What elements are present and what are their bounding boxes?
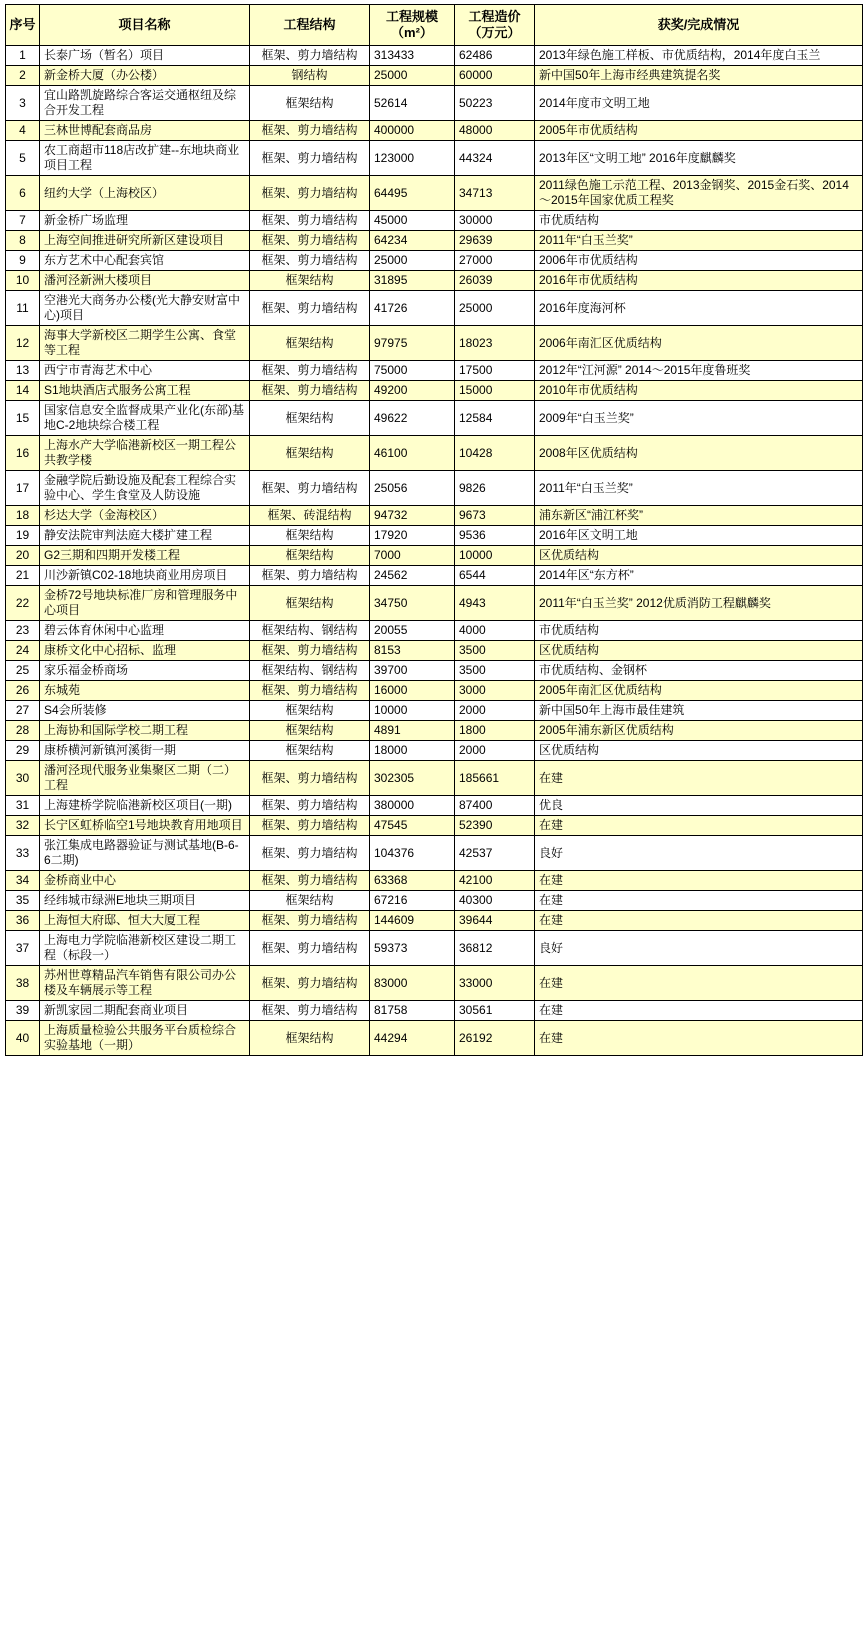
column-header-name: 项目名称 — [40, 5, 250, 46]
cell-project-name: 上海电力学院临港新校区建设二期工程（标段一） — [40, 931, 250, 966]
cell-project-name: 碧云体育休闲中心监理 — [40, 621, 250, 641]
table-row — [6, 46, 863, 66]
cell-structure: 框架结构、钢结构 — [250, 621, 370, 641]
column-header-structure: 工程结构 — [250, 5, 370, 46]
cell-index: 26 — [6, 681, 40, 701]
cell-award: 区优质结构 — [535, 641, 863, 661]
cell-cost: 12584 — [455, 401, 535, 436]
cell-award: 2005年南汇区优质结构 — [535, 681, 863, 701]
table-row — [6, 211, 863, 231]
cell-scale: 64495 — [370, 176, 455, 211]
cell-cost: 30561 — [455, 1001, 535, 1021]
table-row — [6, 251, 863, 271]
cell-award: 2011绿色施工示范工程、2013金钢奖、2015金石奖、2014～2015年国家优质工程奖 — [535, 176, 863, 211]
cell-award: 2008年区优质结构 — [535, 436, 863, 471]
table-row — [6, 891, 863, 911]
cell-project-name: 上海协和国际学校二期工程 — [40, 721, 250, 741]
cell-cost: 2000 — [455, 701, 535, 721]
table-row — [6, 661, 863, 681]
cell-scale: 104376 — [370, 836, 455, 871]
cell-project-name: 金桥72号地块标准厂房和管理服务中心项目 — [40, 586, 250, 621]
cell-structure: 框架、剪力墙结构 — [250, 291, 370, 326]
cell-scale: 31895 — [370, 271, 455, 291]
column-header-index: 序号 — [6, 5, 40, 46]
cell-award: 在建 — [535, 891, 863, 911]
table-row — [6, 566, 863, 586]
cell-project-name: 潘河泾现代服务业集聚区二期（二）工程 — [40, 761, 250, 796]
cell-award: 市优质结构 — [535, 621, 863, 641]
table-row — [6, 401, 863, 436]
cell-award: 浦东新区“浦江杯奖” — [535, 506, 863, 526]
cell-cost: 27000 — [455, 251, 535, 271]
cell-project-name: 杉达大学（金海校区） — [40, 506, 250, 526]
cell-cost: 3000 — [455, 681, 535, 701]
cell-structure: 框架、剪力墙结构 — [250, 911, 370, 931]
cell-project-name: 康桥横河新镇河溪街一期 — [40, 741, 250, 761]
cell-index: 16 — [6, 436, 40, 471]
cell-structure: 框架、剪力墙结构 — [250, 141, 370, 176]
cell-project-name: 金融学院后勤设施及配套工程综合实验中心、学生食堂及人防设施 — [40, 471, 250, 506]
cell-index: 28 — [6, 721, 40, 741]
cell-project-name: 新凯家园二期配套商业项目 — [40, 1001, 250, 1021]
cell-index: 20 — [6, 546, 40, 566]
cell-index: 11 — [6, 291, 40, 326]
cell-project-name: 家乐福金桥商场 — [40, 661, 250, 681]
cell-project-name: 经纬城市绿洲E地块三期项目 — [40, 891, 250, 911]
cell-structure: 钢结构 — [250, 66, 370, 86]
table-row — [6, 326, 863, 361]
cell-award: 良好 — [535, 931, 863, 966]
cell-award: 在建 — [535, 911, 863, 931]
cell-index: 24 — [6, 641, 40, 661]
cell-cost: 9536 — [455, 526, 535, 546]
cell-structure: 框架、剪力墙结构 — [250, 871, 370, 891]
cell-cost: 50223 — [455, 86, 535, 121]
cell-award: 在建 — [535, 761, 863, 796]
table-row — [6, 586, 863, 621]
cell-project-name: S4会所装修 — [40, 701, 250, 721]
cell-cost: 185661 — [455, 761, 535, 796]
table-row — [6, 1021, 863, 1056]
cell-award: 2006年南汇区优质结构 — [535, 326, 863, 361]
cell-scale: 94732 — [370, 506, 455, 526]
table-body — [6, 46, 863, 1056]
cell-award: 2016年区文明工地 — [535, 526, 863, 546]
cell-structure: 框架结构、钢结构 — [250, 661, 370, 681]
cell-cost: 39644 — [455, 911, 535, 931]
cell-cost: 36812 — [455, 931, 535, 966]
table-row — [6, 641, 863, 661]
cell-index: 34 — [6, 871, 40, 891]
cell-cost: 17500 — [455, 361, 535, 381]
cell-structure: 框架、剪力墙结构 — [250, 836, 370, 871]
cell-structure: 框架、剪力墙结构 — [250, 361, 370, 381]
cell-award: 2014年度市文明工地 — [535, 86, 863, 121]
cell-project-name: S1地块酒店式服务公寓工程 — [40, 381, 250, 401]
cell-index: 8 — [6, 231, 40, 251]
cell-scale: 17920 — [370, 526, 455, 546]
cell-project-name: 上海建桥学院临港新校区项目(一期) — [40, 796, 250, 816]
cell-cost: 62486 — [455, 46, 535, 66]
table-row — [6, 741, 863, 761]
cell-project-name: 农工商超市118店改扩建--东地块商业项目工程 — [40, 141, 250, 176]
cell-award: 优良 — [535, 796, 863, 816]
cell-structure: 框架、剪力墙结构 — [250, 381, 370, 401]
cell-index: 13 — [6, 361, 40, 381]
cell-structure: 框架、剪力墙结构 — [250, 641, 370, 661]
cell-scale: 18000 — [370, 741, 455, 761]
cell-cost: 6544 — [455, 566, 535, 586]
table-row — [6, 911, 863, 931]
cell-project-name: 宜山路凯旋路综合客运交通枢纽及综合开发工程 — [40, 86, 250, 121]
cell-cost: 2000 — [455, 741, 535, 761]
cell-cost: 10428 — [455, 436, 535, 471]
cell-project-name: 静安法院审判法庭大楼扩建工程 — [40, 526, 250, 546]
cell-index: 31 — [6, 796, 40, 816]
cell-structure: 框架结构 — [250, 86, 370, 121]
cell-index: 37 — [6, 931, 40, 966]
cell-index: 5 — [6, 141, 40, 176]
column-header-cost-line2: （万元） — [468, 25, 521, 40]
cell-award: 新中国50年上海市经典建筑提名奖 — [535, 66, 863, 86]
cell-award: 在建 — [535, 816, 863, 836]
cell-index: 10 — [6, 271, 40, 291]
cell-project-name: 东方艺术中心配套宾馆 — [40, 251, 250, 271]
cell-project-name: 国家信息安全监督成果产业化(东部)基地C-2地块综合楼工程 — [40, 401, 250, 436]
cell-scale: 52614 — [370, 86, 455, 121]
cell-scale: 24562 — [370, 566, 455, 586]
cell-index: 19 — [6, 526, 40, 546]
table-row — [6, 381, 863, 401]
cell-structure: 框架结构 — [250, 401, 370, 436]
cell-cost: 26039 — [455, 271, 535, 291]
cell-award: 2011年“白玉兰奖” — [535, 471, 863, 506]
table-row — [6, 546, 863, 566]
table-row — [6, 271, 863, 291]
cell-award: 市优质结构、金钢杯 — [535, 661, 863, 681]
cell-index: 18 — [6, 506, 40, 526]
table-row — [6, 816, 863, 836]
cell-cost: 15000 — [455, 381, 535, 401]
cell-project-name: 上海质量检验公共服务平台质检综合实验基地（一期） — [40, 1021, 250, 1056]
table-row — [6, 121, 863, 141]
column-header-cost-line1: 工程造价 — [468, 9, 521, 24]
table-row — [6, 176, 863, 211]
cell-structure: 框架、剪力墙结构 — [250, 46, 370, 66]
cell-cost: 9673 — [455, 506, 535, 526]
table-row — [6, 1001, 863, 1021]
cell-structure: 框架结构 — [250, 701, 370, 721]
cell-project-name: 西宁市青海艺术中心 — [40, 361, 250, 381]
cell-scale: 97975 — [370, 326, 455, 361]
cell-index: 25 — [6, 661, 40, 681]
cell-project-name: G2三期和四期开发楼工程 — [40, 546, 250, 566]
cell-award: 2013年绿色施工样板、市优质结构，2014年度白玉兰 — [535, 46, 863, 66]
cell-scale: 67216 — [370, 891, 455, 911]
cell-structure: 框架、剪力墙结构 — [250, 681, 370, 701]
cell-project-name: 上海恒大府邸、恒大大厦工程 — [40, 911, 250, 931]
cell-index: 6 — [6, 176, 40, 211]
cell-index: 30 — [6, 761, 40, 796]
table-row — [6, 66, 863, 86]
cell-index: 29 — [6, 741, 40, 761]
cell-structure: 框架、剪力墙结构 — [250, 761, 370, 796]
cell-project-name: 新金桥广场监理 — [40, 211, 250, 231]
table-row — [6, 436, 863, 471]
cell-cost: 4943 — [455, 586, 535, 621]
table-row — [6, 796, 863, 816]
cell-cost: 60000 — [455, 66, 535, 86]
cell-structure: 框架结构 — [250, 741, 370, 761]
cell-cost: 9826 — [455, 471, 535, 506]
cell-structure: 框架结构 — [250, 546, 370, 566]
cell-scale: 81758 — [370, 1001, 455, 1021]
cell-structure: 框架、剪力墙结构 — [250, 121, 370, 141]
cell-award: 在建 — [535, 966, 863, 1001]
table-row — [6, 471, 863, 506]
cell-award: 2011年“白玉兰奖” 2012优质消防工程麒麟奖 — [535, 586, 863, 621]
table-row — [6, 761, 863, 796]
cell-index: 7 — [6, 211, 40, 231]
cell-index: 3 — [6, 86, 40, 121]
cell-award: 2005年浦东新区优质结构 — [535, 721, 863, 741]
table-row — [6, 871, 863, 891]
table-header-row — [6, 5, 863, 46]
cell-scale: 7000 — [370, 546, 455, 566]
cell-award: 2010年市优质结构 — [535, 381, 863, 401]
cell-scale: 49622 — [370, 401, 455, 436]
cell-cost: 25000 — [455, 291, 535, 326]
cell-structure: 框架、剪力墙结构 — [250, 796, 370, 816]
cell-scale: 25000 — [370, 251, 455, 271]
cell-cost: 30000 — [455, 211, 535, 231]
cell-cost: 42537 — [455, 836, 535, 871]
cell-award: 2013年区“文明工地” 2016年度麒麟奖 — [535, 141, 863, 176]
cell-index: 14 — [6, 381, 40, 401]
project-table — [5, 4, 863, 1056]
cell-scale: 25000 — [370, 66, 455, 86]
cell-scale: 63368 — [370, 871, 455, 891]
cell-scale: 49200 — [370, 381, 455, 401]
cell-index: 23 — [6, 621, 40, 641]
cell-index: 38 — [6, 966, 40, 1001]
cell-index: 4 — [6, 121, 40, 141]
cell-project-name: 东城苑 — [40, 681, 250, 701]
cell-project-name: 纽约大学（上海校区） — [40, 176, 250, 211]
cell-award: 2012年“江河源” 2014～2015年度鲁班奖 — [535, 361, 863, 381]
cell-cost: 42100 — [455, 871, 535, 891]
cell-scale: 20055 — [370, 621, 455, 641]
cell-index: 2 — [6, 66, 40, 86]
cell-award: 2016年市优质结构 — [535, 271, 863, 291]
cell-cost: 87400 — [455, 796, 535, 816]
cell-structure: 框架、剪力墙结构 — [250, 176, 370, 211]
cell-cost: 48000 — [455, 121, 535, 141]
cell-award: 市优质结构 — [535, 211, 863, 231]
cell-cost: 29639 — [455, 231, 535, 251]
cell-project-name: 三林世博配套商品房 — [40, 121, 250, 141]
cell-index: 35 — [6, 891, 40, 911]
cell-award: 2016年度海河杯 — [535, 291, 863, 326]
table-row — [6, 231, 863, 251]
cell-structure: 框架、砖混结构 — [250, 506, 370, 526]
cell-award: 在建 — [535, 1001, 863, 1021]
cell-award: 良好 — [535, 836, 863, 871]
cell-structure: 框架结构 — [250, 721, 370, 741]
cell-cost: 18023 — [455, 326, 535, 361]
cell-cost: 3500 — [455, 641, 535, 661]
cell-project-name: 康桥文化中心招标、监理 — [40, 641, 250, 661]
cell-cost: 44324 — [455, 141, 535, 176]
cell-scale: 302305 — [370, 761, 455, 796]
cell-index: 21 — [6, 566, 40, 586]
cell-scale: 41726 — [370, 291, 455, 326]
cell-index: 15 — [6, 401, 40, 436]
cell-scale: 83000 — [370, 966, 455, 1001]
cell-index: 1 — [6, 46, 40, 66]
cell-scale: 4891 — [370, 721, 455, 741]
cell-structure: 框架结构 — [250, 326, 370, 361]
cell-project-name: 新金桥大厦（办公楼） — [40, 66, 250, 86]
cell-scale: 45000 — [370, 211, 455, 231]
table-row — [6, 836, 863, 871]
cell-index: 12 — [6, 326, 40, 361]
cell-index: 32 — [6, 816, 40, 836]
table-header — [6, 5, 863, 46]
table-row — [6, 721, 863, 741]
cell-project-name: 长泰广场（暂名）项目 — [40, 46, 250, 66]
cell-index: 17 — [6, 471, 40, 506]
cell-project-name: 苏州世尊精品汽车销售有限公司办公楼及车辆展示等工程 — [40, 966, 250, 1001]
table-row — [6, 141, 863, 176]
cell-cost: 4000 — [455, 621, 535, 641]
cell-structure: 框架、剪力墙结构 — [250, 251, 370, 271]
cell-structure: 框架结构 — [250, 271, 370, 291]
cell-structure: 框架结构 — [250, 891, 370, 911]
cell-structure: 框架、剪力墙结构 — [250, 816, 370, 836]
cell-cost: 26192 — [455, 1021, 535, 1056]
cell-structure: 框架结构 — [250, 526, 370, 546]
cell-scale: 59373 — [370, 931, 455, 966]
cell-index: 36 — [6, 911, 40, 931]
cell-structure: 框架、剪力墙结构 — [250, 966, 370, 1001]
cell-structure: 框架、剪力墙结构 — [250, 471, 370, 506]
cell-award: 区优质结构 — [535, 741, 863, 761]
cell-structure: 框架结构 — [250, 1021, 370, 1056]
cell-award: 2009年“白玉兰奖” — [535, 401, 863, 436]
cell-award: 在建 — [535, 871, 863, 891]
table-row — [6, 931, 863, 966]
cell-structure: 框架、剪力墙结构 — [250, 931, 370, 966]
cell-project-name: 川沙新镇C02-18地块商业用房项目 — [40, 566, 250, 586]
cell-project-name: 空港光大商务办公楼(光大静安财富中心)项目 — [40, 291, 250, 326]
cell-scale: 313433 — [370, 46, 455, 66]
cell-award: 在建 — [535, 1021, 863, 1056]
cell-scale: 46100 — [370, 436, 455, 471]
cell-cost: 3500 — [455, 661, 535, 681]
column-header-scale-line1: 工程规模 — [385, 9, 438, 24]
cell-index: 33 — [6, 836, 40, 871]
cell-scale: 75000 — [370, 361, 455, 381]
table-row — [6, 86, 863, 121]
table-row — [6, 361, 863, 381]
column-header-cost — [455, 5, 535, 46]
table-row — [6, 506, 863, 526]
cell-award: 区优质结构 — [535, 546, 863, 566]
cell-project-name: 潘河泾新洲大楼项目 — [40, 271, 250, 291]
cell-project-name: 张江集成电路器验证与测试基地(B-6-6二期) — [40, 836, 250, 871]
cell-index: 27 — [6, 701, 40, 721]
cell-project-name: 长宁区虹桥临空1号地块教育用地项目 — [40, 816, 250, 836]
cell-scale: 64234 — [370, 231, 455, 251]
cell-scale: 25056 — [370, 471, 455, 506]
cell-cost: 34713 — [455, 176, 535, 211]
cell-award: 2014年区“东方杯” — [535, 566, 863, 586]
cell-cost: 40300 — [455, 891, 535, 911]
cell-index: 39 — [6, 1001, 40, 1021]
table-row — [6, 526, 863, 546]
cell-cost: 1800 — [455, 721, 535, 741]
cell-scale: 380000 — [370, 796, 455, 816]
cell-scale: 8153 — [370, 641, 455, 661]
cell-award: 2011年“白玉兰奖” — [535, 231, 863, 251]
column-header-scale-line2: （m²） — [391, 25, 433, 40]
cell-scale: 44294 — [370, 1021, 455, 1056]
cell-index: 40 — [6, 1021, 40, 1056]
cell-index: 22 — [6, 586, 40, 621]
cell-structure: 框架、剪力墙结构 — [250, 231, 370, 251]
cell-scale: 10000 — [370, 701, 455, 721]
column-header-award: 获奖/完成情况 — [535, 5, 863, 46]
cell-project-name: 上海空间推进研究所新区建设项目 — [40, 231, 250, 251]
cell-project-name: 金桥商业中心 — [40, 871, 250, 891]
cell-project-name: 上海水产大学临港新校区一期工程公共教学楼 — [40, 436, 250, 471]
cell-scale: 47545 — [370, 816, 455, 836]
cell-scale: 39700 — [370, 661, 455, 681]
column-header-scale — [370, 5, 455, 46]
cell-project-name: 海事大学新校区二期学生公寓、食堂等工程 — [40, 326, 250, 361]
cell-scale: 123000 — [370, 141, 455, 176]
cell-award: 2006年市优质结构 — [535, 251, 863, 271]
cell-index: 9 — [6, 251, 40, 271]
table-row — [6, 621, 863, 641]
cell-scale: 34750 — [370, 586, 455, 621]
cell-cost: 10000 — [455, 546, 535, 566]
cell-award: 新中国50年上海市最佳建筑 — [535, 701, 863, 721]
cell-scale: 144609 — [370, 911, 455, 931]
cell-structure: 框架、剪力墙结构 — [250, 211, 370, 231]
cell-cost: 33000 — [455, 966, 535, 1001]
cell-scale: 16000 — [370, 681, 455, 701]
table-row — [6, 701, 863, 721]
table-row — [6, 966, 863, 1001]
cell-cost: 52390 — [455, 816, 535, 836]
cell-scale: 400000 — [370, 121, 455, 141]
cell-structure: 框架、剪力墙结构 — [250, 1001, 370, 1021]
table-row — [6, 291, 863, 326]
cell-award: 2005年市优质结构 — [535, 121, 863, 141]
cell-structure: 框架结构 — [250, 436, 370, 471]
cell-structure: 框架、剪力墙结构 — [250, 566, 370, 586]
cell-structure: 框架结构 — [250, 586, 370, 621]
table-row — [6, 681, 863, 701]
